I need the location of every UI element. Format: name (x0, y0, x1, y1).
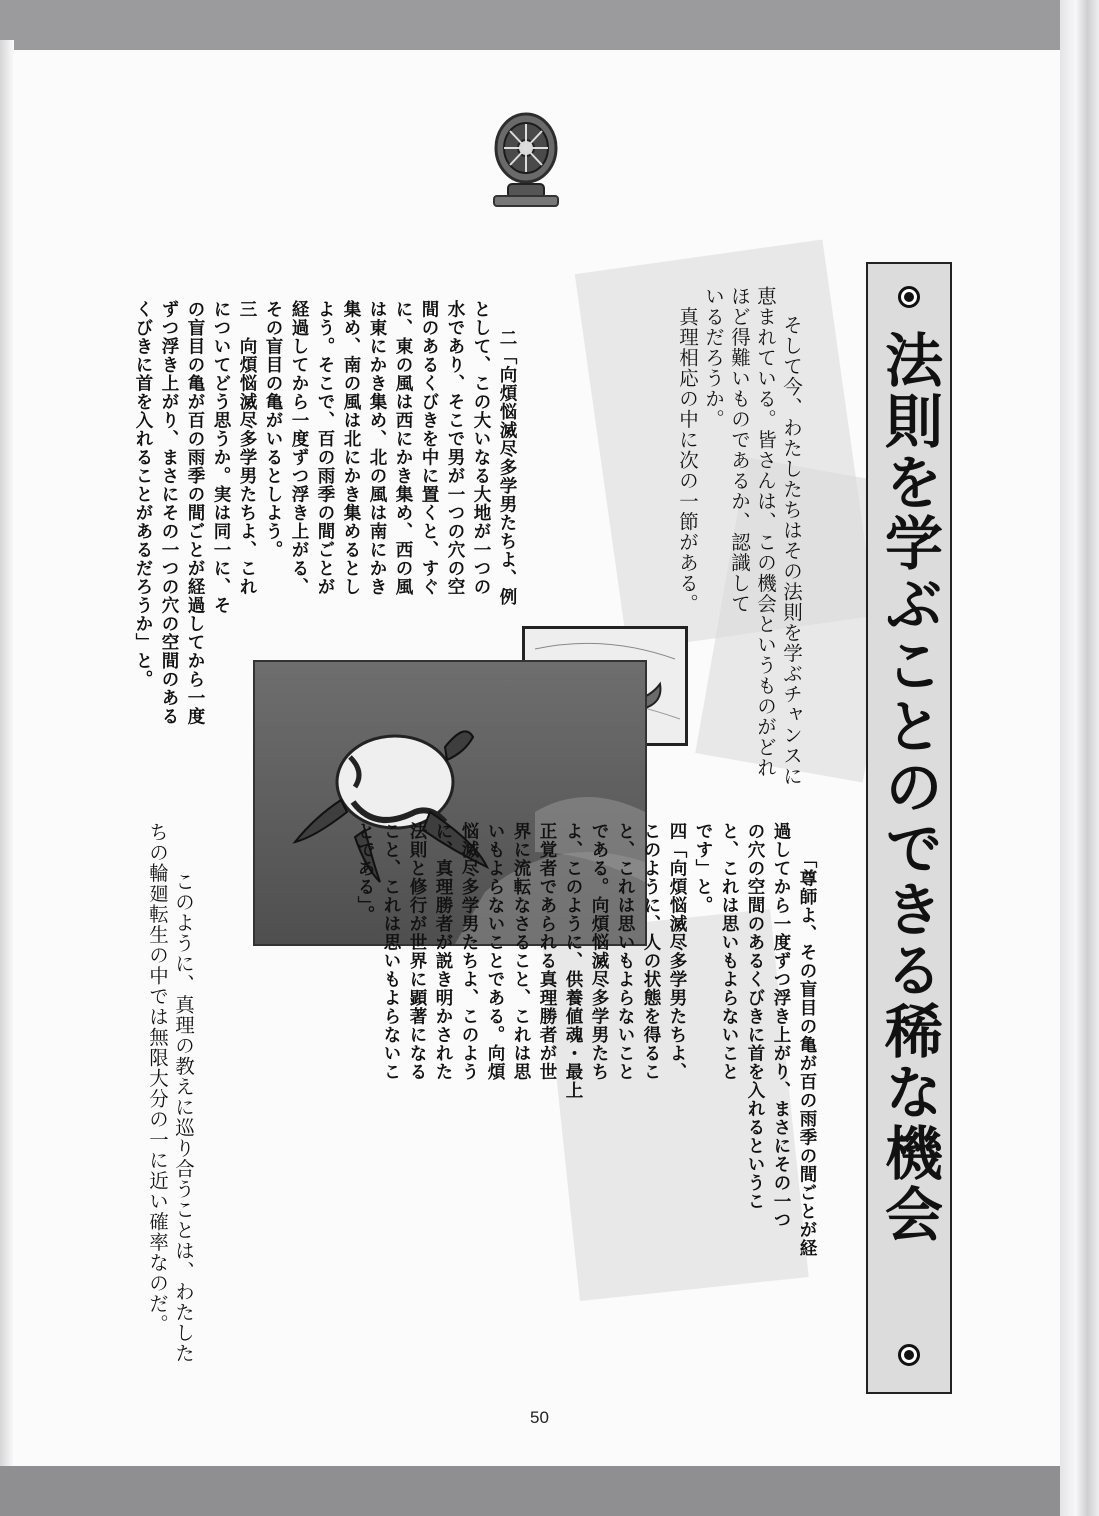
dharma-wheel-emblem-icon (486, 100, 566, 210)
quote-line: 間のあるくびきを中に置くと、すぐ (419, 300, 439, 596)
closing-line: ちの輪廻転生の中では無限大分の一に近い確率なのだ。 (146, 822, 169, 1335)
quote-line: とである」。 (355, 822, 375, 925)
quote-line: である。向煩悩滅尽多学男たち (589, 822, 609, 1081)
quote-line: に、東の風は西にかき集め、西の風 (393, 300, 413, 596)
quote-line: 四「向煩悩滅尽多学男たちよ、 (667, 822, 687, 1081)
intro-line: そして今、わたしたちはその法則を学ぶチャンスに (780, 314, 803, 787)
intro-line: 真理相応の中に次の一節がある。 (676, 286, 699, 614)
quote-line: くびきに首を入れることがあるだろうか」と。 (133, 300, 153, 689)
quote-line: いもよらないことである。向煩 (485, 822, 505, 1081)
quote-line: 「尊師よ、その盲目の亀が百の雨季の間ごとが経 (797, 850, 817, 1258)
quote-line: 界に流転なさること、これは思 (511, 822, 531, 1081)
quote-line: 集め、南の風は北にかき集めるとし (341, 300, 361, 596)
intro-line: 恵まれている。皆さんは、この機会というものがどれ (754, 286, 777, 778)
section-title: 法則を学ぶことのできる稀な機会 (875, 330, 943, 1245)
quote-line: に、真理勝者が説き明かされた (433, 822, 453, 1081)
title-bullet-top-icon (898, 286, 920, 308)
quote-line: の穴の空間のあるくびきに首を入れるというこ (745, 822, 765, 1211)
quote-line: 過してから一度ずつ浮き上がり、まさにその一つ (771, 822, 791, 1229)
quote-line: よう。そこで、百の雨季の間ごとが (315, 300, 335, 596)
quote-line: こと、これは思いもよらないこ (381, 822, 401, 1081)
quote-line: このように、人の状態を得るこ (641, 822, 661, 1081)
quote-line: と、これは思いもよらないこと (615, 822, 635, 1081)
quote-line: についてどう思うか。実は同一に、そ (211, 300, 231, 615)
quote-line: よ、このように、供養値魂・最上 (563, 822, 583, 1100)
scan-bottom-band (0, 1466, 1060, 1516)
quote-line: その盲目の亀がいるとしよう。 (263, 300, 283, 559)
closing-line: このように、真理の教えに巡り合うことは、わたした (172, 850, 195, 1364)
quote-line: 二「向煩悩滅尽多学男たちよ、例 (497, 328, 517, 606)
closing-paragraph (118, 822, 222, 1363)
quote-line: として、この大いなる大地が一つの (471, 300, 491, 596)
quote-line: 三 向煩悩滅尽多学男たちよ、これ (237, 300, 257, 596)
quote-line: 水であり、そこで男が一つの穴の空 (445, 300, 465, 596)
title-bullet-bottom-icon (898, 1344, 920, 1366)
book-edge (1060, 0, 1099, 1516)
sutra-quote-two (326, 822, 846, 1257)
quote-line: 経過してから一度ずつ浮き上がる、 (289, 300, 309, 596)
page-number: 50 (530, 1408, 549, 1427)
intro-line: いるだろうか。 (702, 286, 725, 430)
quote-line: 正覚者であられる真理勝者が世 (537, 822, 557, 1081)
quote-line: 悩滅尽多学男たちよ、このよう (459, 822, 479, 1081)
quote-line: ずつ浮き上がり、まさにその一つの穴の空間のある (159, 300, 179, 726)
quote-line: 法則と修行が世界に顕著になる (407, 822, 427, 1081)
quote-line: は東にかき集め、北の風は南にかき (367, 300, 387, 596)
quote-line: です」と。 (693, 822, 713, 915)
page-left-edge (0, 40, 14, 1476)
intro-line: ほど得難いものであるか、認識して (728, 286, 751, 614)
scan-top-band (0, 0, 1060, 50)
quote-line: と、これは思いもよらないこと (719, 822, 739, 1081)
quote-line: の盲目の亀が百の雨季の間ごとが経過してから一度 (185, 300, 205, 726)
